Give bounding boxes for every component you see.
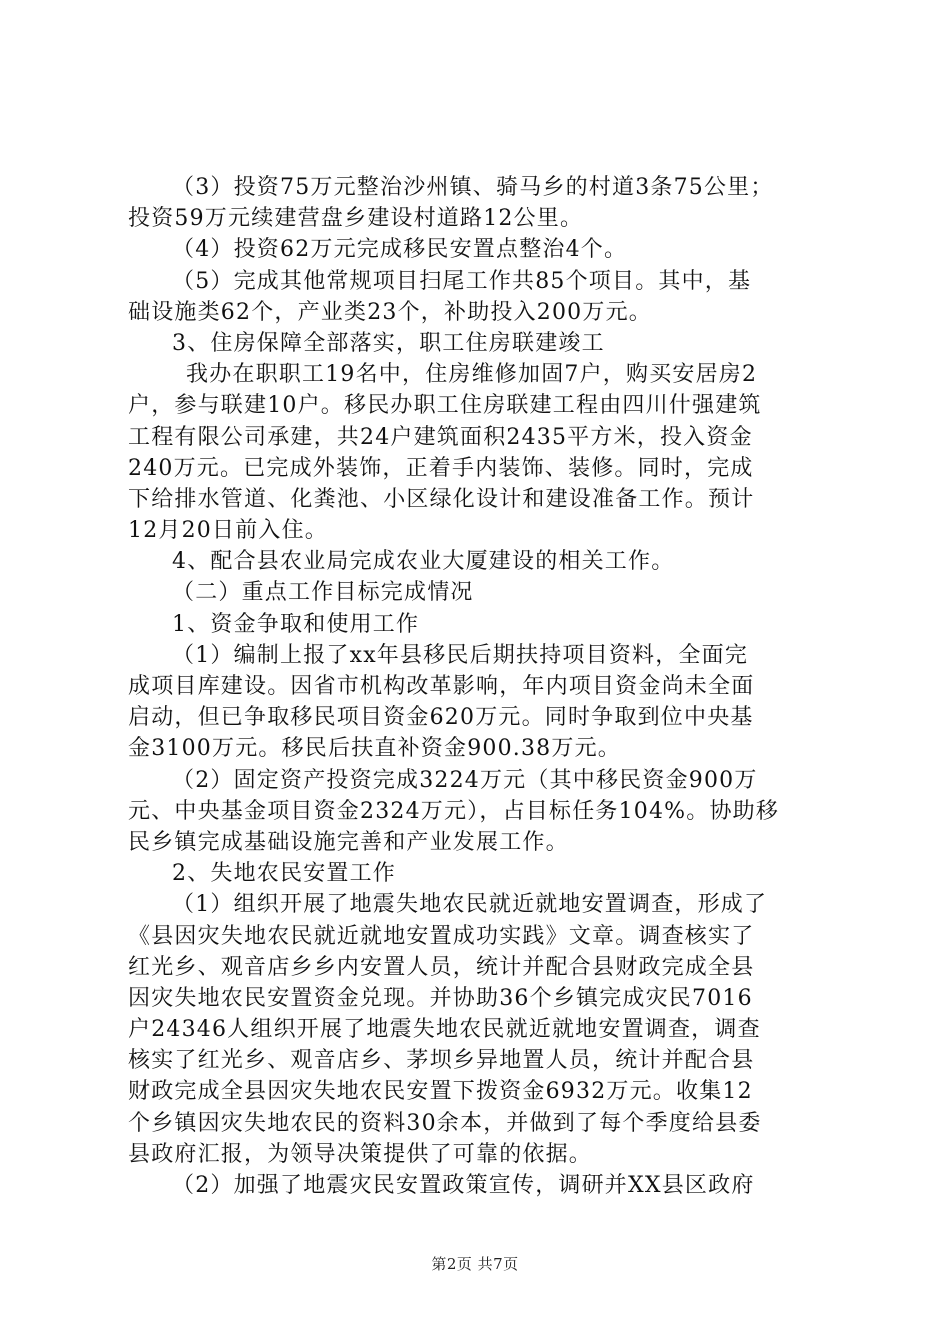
paragraph-line: 12月20日前入住。 [128, 518, 328, 544]
page-number-footer: 第2页 共7页 [431, 1255, 519, 1273]
section-heading: 1、资金争取和使用工作 [172, 611, 420, 637]
paragraph-line: （1）编制上报了xx年县移民后期扶持项目资料，全面完 [172, 642, 749, 668]
paragraph-line: 《县因灾失地农民就近就地安置成功实践》文章。调查核实了 [128, 923, 755, 949]
paragraph-line: 成项目库建设。因省市机构改革影响，年内项目资金尚未全面 [128, 674, 755, 699]
paragraph-line: （1）组织开展了地震失地农民就近就地安置调查，形成了 [172, 892, 768, 918]
section-heading: 3、住房保障全部落实，职工住房联建竣工 [172, 330, 605, 356]
paragraph-line: 元、中央基金项目资金2324万元），占目标任务104%。协助移 [128, 798, 780, 824]
paragraph-line: 启动，但已争取移民项目资金620万元。同时争取到位中央基 [128, 705, 754, 731]
paragraph-line: 因灾失地农民安置资金兑现。并协助36个乡镇完成灾民7016 [128, 985, 753, 1011]
section-heading: 2、失地农民安置工作 [172, 861, 396, 887]
paragraph-line: 金3100万元。移民后扶直补资金900.38万元。 [128, 736, 621, 762]
section-heading: （二）重点工作目标完成情况 [172, 580, 474, 606]
paragraph-line: 个乡镇因灾失地农民的资料30余本，并做到了每个季度给县委 [128, 1110, 762, 1136]
paragraph-line: 民乡镇完成基础设施完善和产业发展工作。 [128, 829, 569, 855]
paragraph-line: 户24346人组织开展了地震失地农民就近就地安置调查，调查 [128, 1017, 761, 1043]
paragraph-line: 投资59万元续建营盘乡建设村道路12公里。 [128, 206, 584, 232]
paragraph-line: 我办在职职工19名中，住房维修加固7户，购买安居房2 [186, 362, 758, 388]
paragraph-line: 红光乡、观音店乡乡内安置人员，统计并配合县财政完成全县 [128, 954, 755, 980]
paragraph-line: （2）加强了地震灾民安置政策宣传，调研并XX县区政府 [172, 1173, 755, 1198]
paragraph-line: 240万元。已完成外装饰，正着手内装饰、装修。同时，完成 [128, 455, 754, 481]
paragraph-line: （4）投资62万元完成移民安置点整治4个。 [172, 237, 628, 263]
paragraph-line: 户，参与联建10户。移民办职工住房联建工程由四川什强建筑 [128, 393, 762, 419]
document-body [128, 172, 834, 1201]
section-heading: 4、配合县农业局完成农业大厦建设的相关工作。 [172, 549, 675, 575]
paragraph-line: 核实了红光乡、观音店乡、茅坝乡异地置人员，统计并配合县 [128, 1048, 755, 1074]
paragraph-line: 下给排水管道、化粪池、小区绿化设计和建设准备工作。预计 [128, 486, 755, 512]
paragraph-line: 础设施类62个，产业类23个，补助投入200万元。 [128, 299, 652, 325]
paragraph-line: （3）投资75万元整治沙州镇、骑马乡的村道3条75公里； [172, 175, 774, 200]
paragraph-line: （2）固定资产投资完成3224万元（其中移民资金900万 [172, 767, 758, 793]
paragraph-line: 县政府汇报，为领导决策提供了可靠的依据。 [128, 1141, 593, 1167]
paragraph-line: 财政完成全县因灾失地农民安置下拨资金6932万元。收集12 [128, 1079, 753, 1105]
paragraph-line: （5）完成其他常规项目扫尾工作共85个项目。其中，基 [172, 268, 752, 294]
paragraph-line: 工程有限公司承建，共24户建筑面积2435平方米，投入资金 [128, 424, 753, 450]
